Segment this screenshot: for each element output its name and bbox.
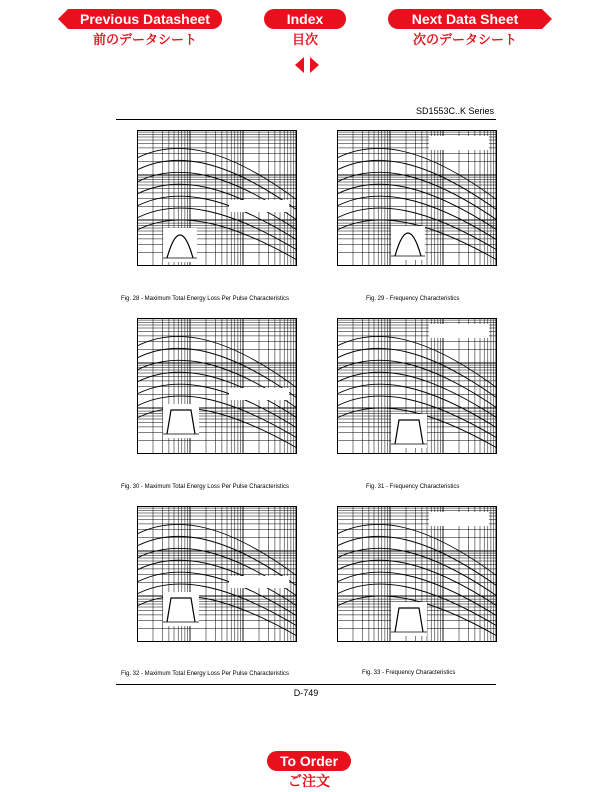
figure-31-plot bbox=[337, 318, 497, 454]
next-datasheet-jp-label[interactable]: 次のデータシート bbox=[412, 33, 517, 48]
figure-29-caption: Fig. 29 - Frequency Characteristics bbox=[366, 296, 460, 302]
figure-29-plot bbox=[337, 130, 497, 266]
header-divider bbox=[116, 119, 496, 120]
figure-32-plot bbox=[137, 506, 297, 642]
figure-28-caption: Fig. 28 - Maximum Total Energy Loss Per Pulse Characteristics bbox=[121, 296, 289, 302]
page-number: D-749 bbox=[293, 688, 319, 698]
to-order-button[interactable]: To Order bbox=[267, 751, 351, 771]
figure-30-plot bbox=[137, 318, 297, 454]
figure-32-caption: Fig. 32 - Maximum Total Energy Loss Per Pulse Characteristics bbox=[121, 671, 289, 677]
series-title: SD1553C..K Series bbox=[415, 106, 494, 116]
figure-33-plot bbox=[337, 506, 497, 642]
index-button[interactable]: Index bbox=[264, 9, 346, 29]
figure-33-caption: Fig. 33 - Frequency Characteristics bbox=[362, 670, 456, 676]
figure-28-plot bbox=[137, 130, 297, 266]
figure-30-caption: Fig. 30 - Maximum Total Energy Loss Per Pulse Characteristics bbox=[121, 484, 289, 490]
previous-datasheet-button[interactable]: Previous Datasheet bbox=[68, 9, 222, 29]
index-jp-label[interactable]: 目次 bbox=[291, 33, 318, 48]
page-nav-arrows-icon[interactable] bbox=[292, 56, 322, 74]
next-datasheet-button[interactable]: Next Data Sheet bbox=[388, 9, 542, 29]
figure-31-caption: Fig. 31 - Frequency Characteristics bbox=[366, 484, 460, 490]
to-order-jp-label[interactable]: ご注文 bbox=[288, 774, 330, 790]
footer-divider bbox=[116, 684, 496, 685]
previous-datasheet-jp-label[interactable]: 前のデータシート bbox=[92, 33, 197, 48]
